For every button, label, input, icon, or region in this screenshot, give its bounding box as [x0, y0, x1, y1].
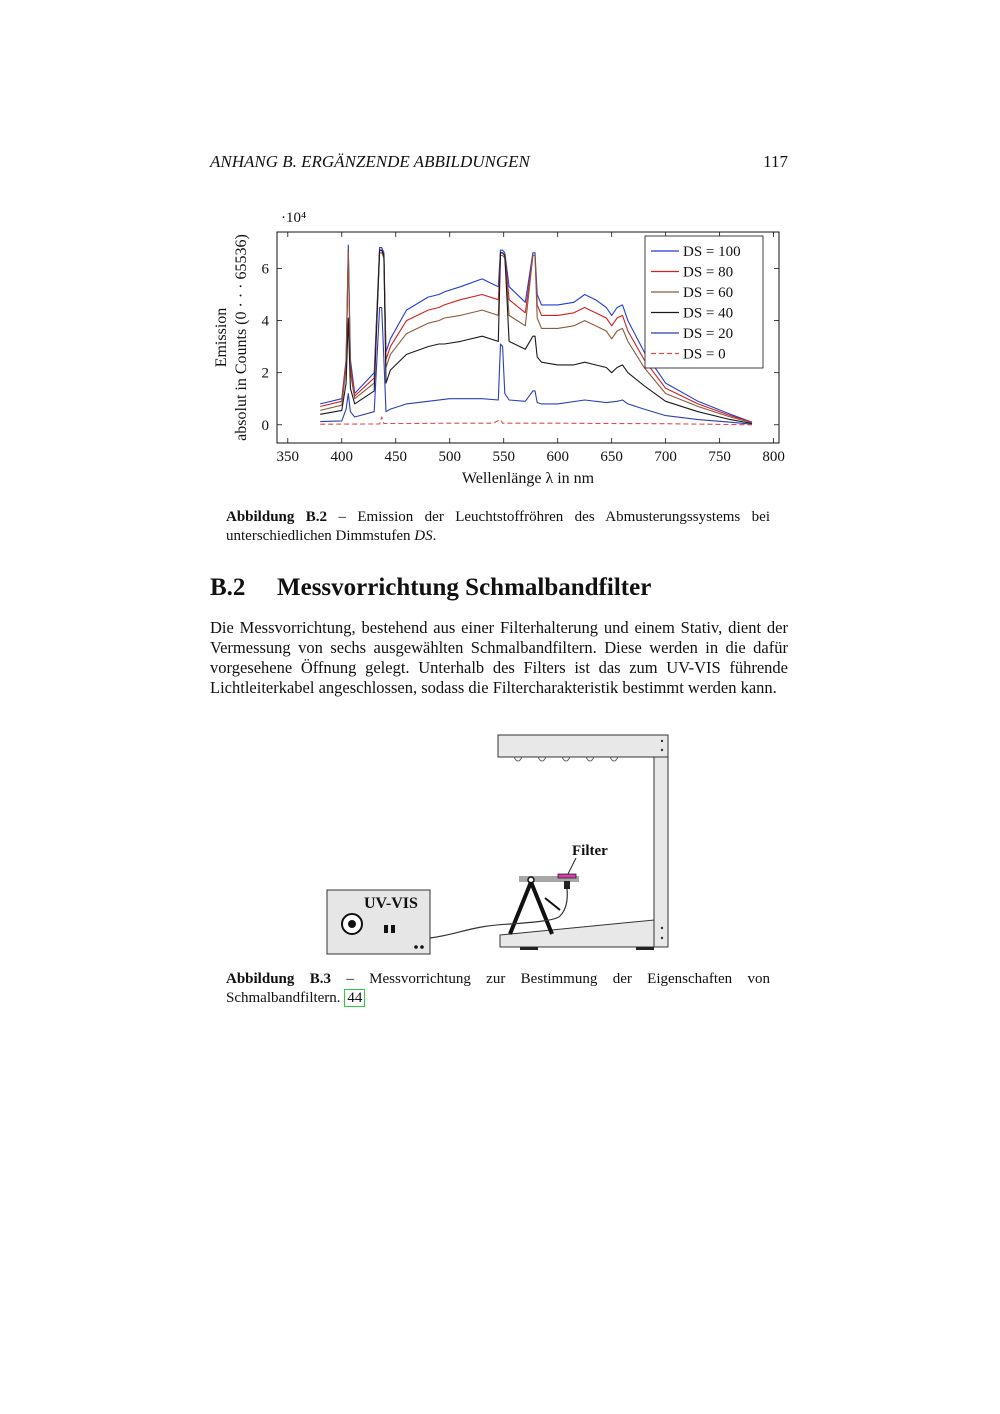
chart-legend: [645, 236, 763, 368]
y-tick-label: 2: [261, 365, 269, 382]
stand-post: [654, 757, 668, 947]
figure-b2-caption-label: Abbildung B.2: [226, 509, 328, 525]
stand-screw: [661, 740, 663, 742]
y-axis-label: Emission: [213, 307, 230, 368]
legend-label: DS = 20: [683, 326, 734, 342]
stand-screw: [661, 749, 663, 751]
stand-top-arm: [498, 735, 668, 757]
fiber-connector: [564, 881, 570, 889]
stand-foot: [636, 947, 654, 950]
figure-b3-caption: [226, 970, 770, 1008]
citation-link[interactable]: 44: [344, 989, 365, 1007]
emission-chart: [205, 205, 795, 495]
stand-screw: [661, 927, 663, 929]
x-tick-label: 500: [438, 449, 461, 465]
uv-vis-button: [384, 925, 388, 933]
figure-b3-caption-label: Abbildung B.3: [226, 971, 331, 987]
x-tick-label: 550: [492, 449, 515, 465]
stand-base: [500, 920, 654, 947]
figure-b2-caption-var: DS: [414, 528, 433, 544]
page-number: 117: [763, 152, 788, 171]
x-tick-label: 750: [708, 449, 731, 465]
x-tick-label: 400: [330, 449, 354, 465]
apparatus-diagram: [320, 730, 680, 962]
legend-label: DS = 80: [683, 264, 734, 281]
figure-b3-caption-text: – Messvorrichtung zur Bestimmung der Eigenschaften von Schmalbandfiltern.: [226, 971, 770, 1006]
x-tick-label: 600: [546, 449, 569, 465]
tripod-brace: [545, 898, 560, 910]
legend-label: DS = 40: [683, 305, 734, 322]
uv-vis-led: [420, 945, 424, 949]
legend-label: DS = 60: [683, 285, 734, 301]
x-tick-label: 350: [276, 449, 300, 465]
stand-screw: [661, 937, 663, 939]
running-header: [210, 152, 788, 176]
section-number: B.2: [210, 574, 246, 601]
x-tick-label: 650: [600, 449, 623, 465]
legend-label: DS = 0: [683, 346, 726, 363]
running-title: ANHANG B. ERGÄNZENDE ABBILDUNGEN: [210, 152, 530, 171]
filter-label-leader: [568, 858, 576, 874]
x-axis-label: Wellenlänge λ in nm: [461, 470, 595, 487]
figure-b2-caption-end: .: [432, 528, 437, 544]
tripod-leg: [510, 882, 531, 934]
uv-vis-led: [414, 945, 418, 949]
legend-label: DS = 100: [683, 244, 741, 260]
uv-vis-label: UV-VIS: [364, 895, 418, 912]
filter-label: Filter: [572, 843, 608, 859]
y-multiplier: ·10⁴: [281, 210, 307, 226]
section-heading: [210, 574, 651, 602]
y-tick-label: 6: [261, 261, 269, 278]
filter-element: [558, 874, 576, 878]
stand-foot: [520, 947, 538, 950]
figure-b2-caption: [226, 508, 770, 546]
section-title: Messvorrichtung Schmalbandfilter: [277, 574, 652, 601]
x-tick-label: 450: [384, 449, 408, 465]
x-tick-label: 700: [654, 449, 677, 465]
y-tick-label: 0: [261, 417, 269, 434]
body-paragraph: Die Messvorrichtung, bestehend aus einer Filterhalterung und einem Stativ, dient der Vermessung von sechs ausgewählten Schmalbandfiltern. Diese werden in die dafür vorgesehene Öffnung gelegt. Unterhalb des Filters ist das zum UV-VIS führende Lichtleiterkabel angeschlossen, sodass die Filtercharakteristik bestimmt werden kann.: [210, 618, 788, 697]
figure-b2-caption-text: – Emission der Leuchtstoffröhren des Abmusterungssystems bei unterschiedlichen Dimmstufen: [226, 509, 770, 544]
y-tick-label: 4: [261, 313, 269, 330]
y-axis-label: absolut in Counts (0 · · · 65536): [233, 234, 250, 441]
uv-vis-button: [391, 925, 395, 933]
x-tick-label: 800: [762, 449, 785, 465]
uv-vis-dial-center: [348, 920, 356, 928]
stand-hooks: [514, 757, 618, 761]
tripod-leg: [531, 882, 552, 934]
